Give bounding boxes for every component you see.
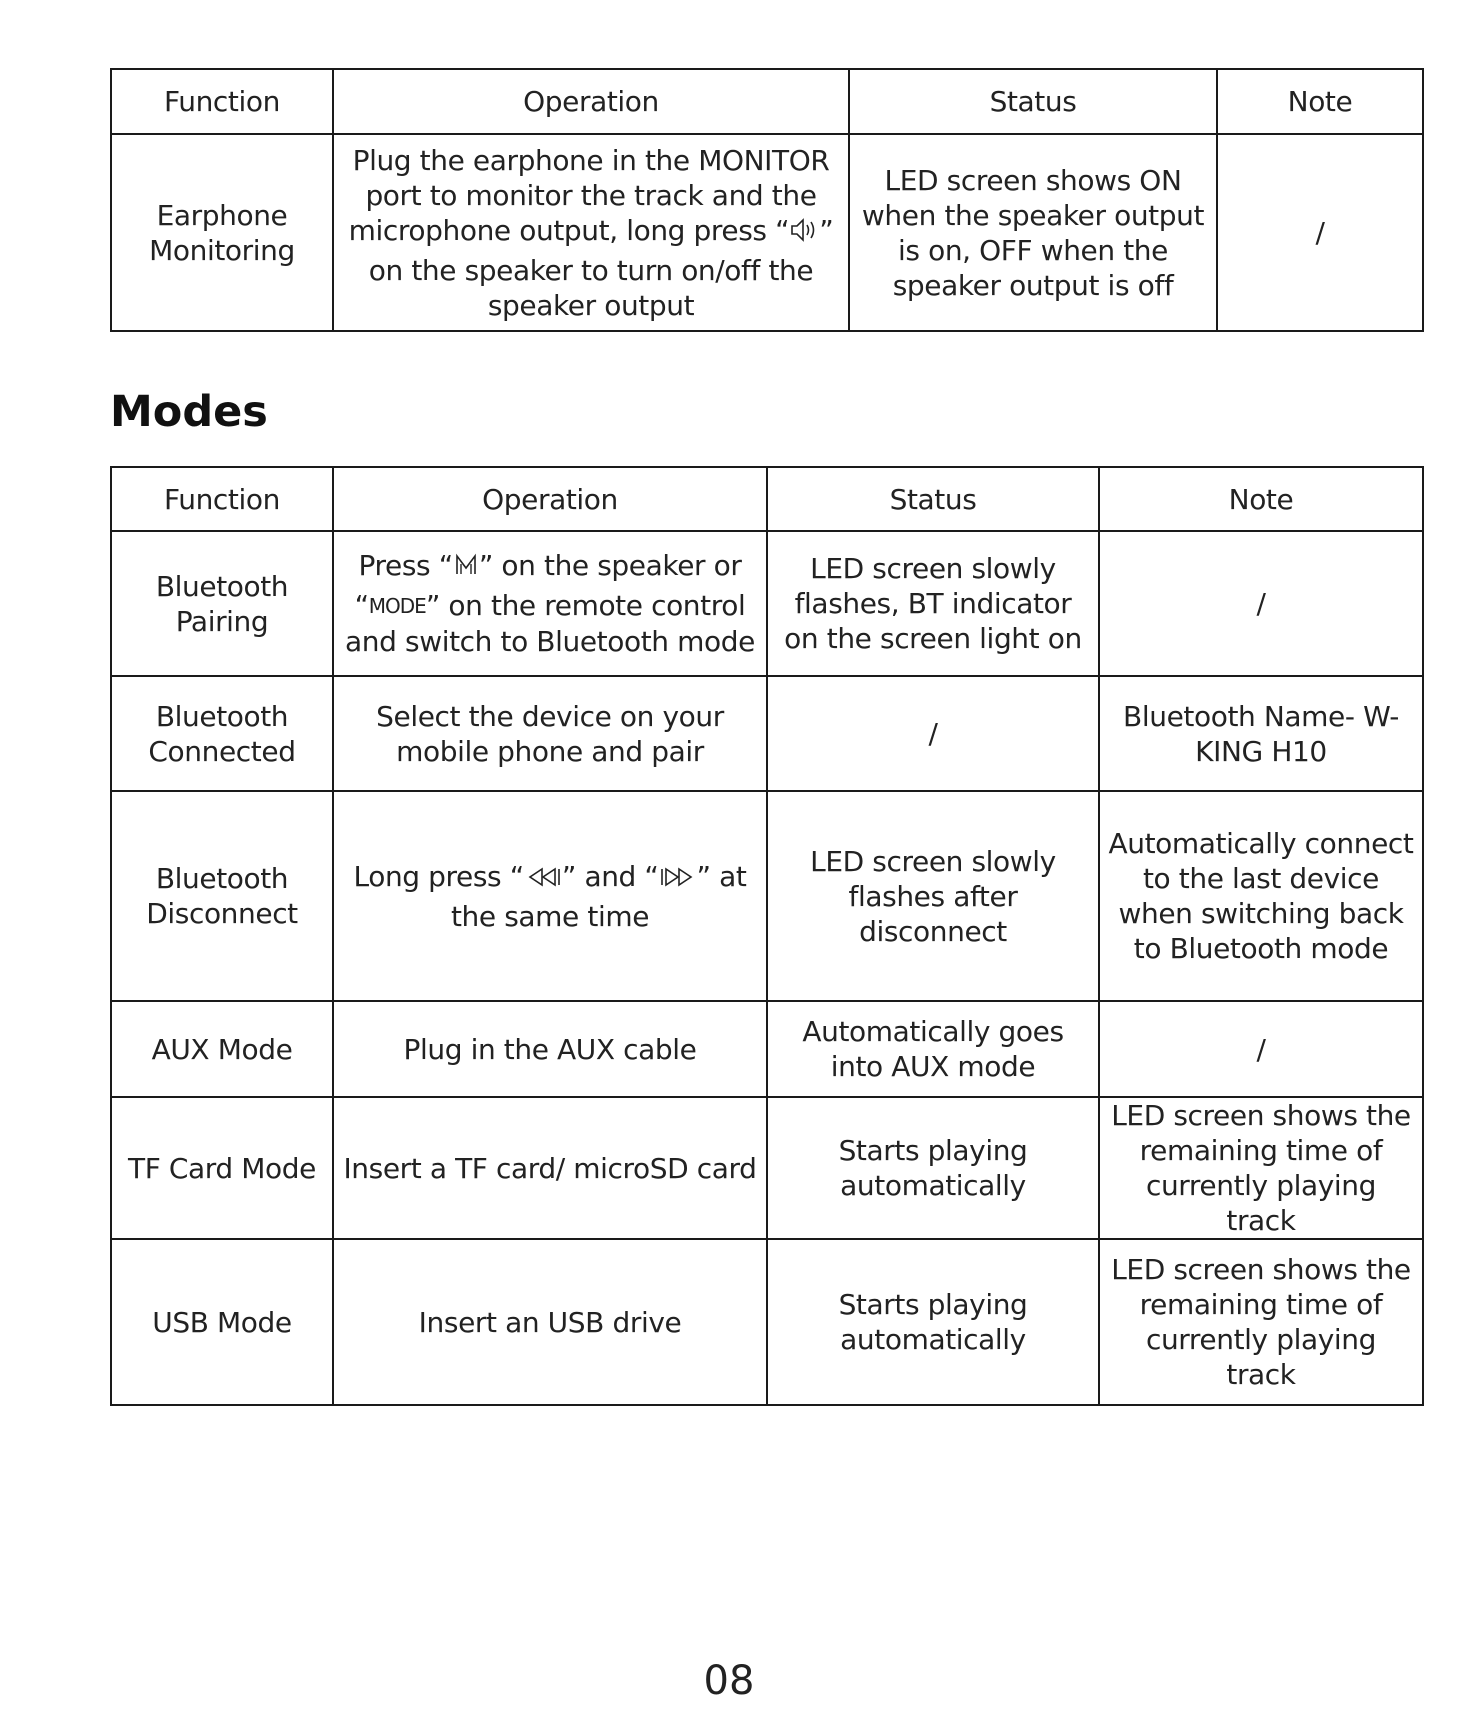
header-operation: Operation xyxy=(333,69,849,134)
header-note: Note xyxy=(1099,467,1423,531)
cell-status: LED screen slowly flashes after disconnect xyxy=(767,791,1099,1001)
monitor-table xyxy=(110,68,1424,332)
operation-text-end: ” on the speaker to turn on/off the speaker output xyxy=(368,213,834,322)
table-row xyxy=(111,676,1423,791)
cell-status: Starts playing automatically xyxy=(767,1097,1099,1239)
cell-function: AUX Mode xyxy=(111,1001,333,1097)
cell-note: / xyxy=(1217,134,1423,331)
cell-note: / xyxy=(1099,531,1423,676)
cell-status: LED screen slowly flashes, BT indicator on the screen light on xyxy=(767,531,1099,676)
speaker-icon xyxy=(789,217,819,253)
table-row xyxy=(111,1001,1423,1097)
mode-label: MODE xyxy=(368,594,426,618)
cell-operation: Insert an USB drive xyxy=(333,1239,767,1405)
cell-function: USB Mode xyxy=(111,1239,333,1405)
next-track-icon xyxy=(659,864,697,899)
cell-status: / xyxy=(767,676,1099,791)
header-status: Status xyxy=(849,69,1217,134)
header-function: Function xyxy=(111,69,333,134)
operation-text: Long press “ xyxy=(353,859,524,893)
table-header-row xyxy=(111,467,1423,531)
cell-operation xyxy=(333,134,849,331)
cell-status: LED screen shows ON when the speaker output is on, OFF when the speaker output is off xyxy=(849,134,1217,331)
cell-function: TF Card Mode xyxy=(111,1097,333,1239)
previous-track-icon xyxy=(524,864,562,899)
cell-status: Automatically goes into AUX mode xyxy=(767,1001,1099,1097)
table-row xyxy=(111,531,1423,676)
operation-text: ” on the speaker or “ xyxy=(354,549,742,622)
table-row xyxy=(111,1097,1423,1239)
header-function: Function xyxy=(111,467,333,531)
operation-text: Plug the earphone in the MONITOR port to monitor the track and the microphone output, long press “ xyxy=(348,143,830,247)
cell-note: / xyxy=(1099,1001,1423,1097)
modes-table xyxy=(110,466,1424,1406)
cell-note: Bluetooth Name- W-KING H10 xyxy=(1099,676,1423,791)
cell-operation: Insert a TF card/ microSD card xyxy=(333,1097,767,1239)
cell-note: LED screen shows the remaining time of currently playing track xyxy=(1099,1239,1423,1405)
header-operation: Operation xyxy=(333,467,767,531)
cell-function: Earphone Monitoring xyxy=(111,134,333,331)
header-note: Note xyxy=(1217,69,1423,134)
table-row xyxy=(111,134,1423,331)
operation-text-end: ” on the remote control and switch to Bluetooth mode xyxy=(345,589,755,658)
operation-text: ” and “ xyxy=(561,859,659,893)
cell-function: Bluetooth Disconnect xyxy=(111,791,333,1001)
section-heading-modes: Modes xyxy=(110,387,268,437)
page-number: 08 xyxy=(703,1658,755,1704)
table-row xyxy=(111,1239,1423,1405)
cell-operation: Plug in the AUX cable xyxy=(333,1001,767,1097)
header-status: Status xyxy=(767,467,1099,531)
operation-text-end: ” at the same time xyxy=(450,859,747,933)
cell-status: Starts playing automatically xyxy=(767,1239,1099,1405)
table-header-row xyxy=(111,69,1423,134)
cell-note: LED screen shows the remaining time of currently playing track xyxy=(1099,1097,1423,1239)
cell-function: Bluetooth Connected xyxy=(111,676,333,791)
cell-operation: Select the device on your mobile phone and pair xyxy=(333,676,767,791)
cell-operation xyxy=(333,791,767,1001)
cell-note: Automatically connect to the last device when switching back to Bluetooth mode xyxy=(1099,791,1423,1001)
operation-text: Press “ xyxy=(358,549,453,582)
cell-function: Bluetooth Pairing xyxy=(111,531,333,676)
table-row xyxy=(111,791,1423,1001)
mode-m-icon xyxy=(453,552,479,588)
cell-operation xyxy=(333,531,767,676)
